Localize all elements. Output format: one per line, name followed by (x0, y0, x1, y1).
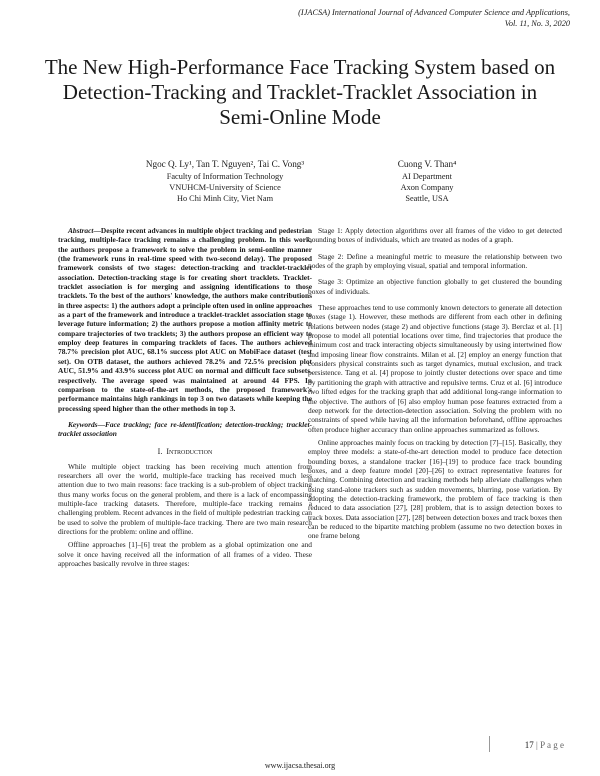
page-number (525, 740, 564, 750)
page-divider (489, 736, 490, 752)
body-paragraph: Stage 2: Define a meaningful metric to measure the relationship between two nodes of the graph by employing visual, spatial and temporal information. (308, 251, 562, 271)
right-column (308, 226, 562, 541)
abstract-label: Abstract (68, 226, 94, 235)
keywords-label: Keywords (68, 419, 98, 429)
section-heading (58, 447, 312, 457)
abstract-text: —Despite recent advances in multiple object tracking and pedestrian tracking, multiple-face tracking remains a challenging problem. In this work, the authors propose a framework to solve the problem in semi-online manner (the framework runs in real-time speed with two-second delay). The proposed framework consists of two stages: detection-tracking and tracklet-tracklet association. Detection-tracking stage is for creating short tracklets. Tracklet-tracklet association is for merging and assigning identifications to those tracklets. To the best of the authors' knowledge, the authors make contributions in three aspects: 1) the authors adopt a principle often used in online approaches as a part of the framework and introduce a tracklet-tracklet association stage to leverage future information; 2) the authors propose a motion affinity metric to compare trajectories of two tracklets; 3) the authors propose an efficient way to employ deep features in comparing tracklets of faces. The authors achieved 78.7% precision plot AUC, 68.1% success plot AUC on MobiFace dataset (test set). On OTB dataset, the authors achieved 78.2% and 72.5% precision plot AUC, 51.9% and 43.9% success plot AUC on normal and difficult face subsets, respectively. The average speed was maintained at around 44 FPS. In comparison to the state-of-the-art methods, the proposed framework's performance maintains high rankings in top 3 on two datasets while keeping the processing speed higher than the other methods in top 3. (58, 226, 312, 413)
body-paragraph: Stage 1: Apply detection algorithms over all frames of the video to get detected bounding boxes of individuals, which are treated as nodes of a graph. (308, 226, 562, 245)
body-paragraph: Offline approaches [1]–[6] treat the problem as a global optimization one and solve it once having received all the information of all frames of a video. These approaches basically revolve in three stages: (58, 540, 312, 568)
page-number-value: 17 (524, 740, 534, 750)
abstract (58, 226, 312, 413)
affiliation-line: VNUHCM-University of Science (169, 182, 281, 192)
section-number: I. (157, 446, 163, 456)
author-block-2 (352, 158, 502, 204)
keywords-text: —Face tracking; face re-identification; detection-tracking; tracklet-tracklet association (58, 419, 312, 439)
section-title: Introduction (166, 446, 213, 456)
affiliation-line: Axon Company (400, 182, 454, 192)
affiliation-line: Ho Chi Minh City, Viet Nam (176, 193, 274, 203)
journal-name: (IJACSA) International Journal of Advanced Computer Science and Applications, (298, 8, 570, 17)
affiliation-line: Seattle, USA (405, 193, 449, 203)
body-paragraph: Stage 3: Optimize an objective function globally to get clustered the bounding boxes of individuals. (308, 277, 562, 296)
page-label: | P a g e (536, 740, 564, 750)
author-block-1 (120, 158, 330, 204)
affiliation-line: Faculty of Information Technology (166, 172, 284, 181)
footer-url: www.ijacsa.thesai.org (264, 761, 336, 770)
left-column (58, 226, 312, 568)
journal-header (210, 8, 570, 29)
body-paragraph: Online approaches mainly focus on tracking by detection [7]–[15]. Basically, they employ three models: a state-of-the-art detection model to produce face detection bounding boxes, a standalone tracker [16]–[19] to produce face track bounding boxes, and a deep feature model [20]–[26] to extract representative features for matching. Combining detection and tracking methods help alleviate challenges when using stand-alone trackers such as sudden movements, blurring, pose variation. By adopting the detection-tracking framework, the problem of face tracking is then reduced to data association [27], [28] problem, that is to assign detection boxes to track boxes. Data association [27], [28] between detection boxes and track boxes then can be reduced to the bipartite matching problem (assume no two detection boxes in one frame belong (308, 437, 562, 541)
author-names: Cuong V. Than⁴ (397, 159, 457, 169)
author-names: Ngoc Q. Ly¹, Tan T. Nguyen², Tai C. Vong³ (145, 159, 305, 169)
affiliation-line: AI Department (402, 172, 452, 181)
paper-title: The New High-Performance Face Tracking System based on Detection-Tracking and Tracklet-Tracklet Association in Semi-Online Mode (44, 55, 556, 129)
journal-volume: Vol. 11, No. 3, 2020 (504, 18, 570, 28)
body-paragraph: These approaches tend to use commonly known detectors to generate all detection boxes (stage 1). However, these methods are different from each other in defining relations between nodes (stage 2) and objective functions (stage 3). Berclaz et al. [1] propose to model all potential locations over time, find trajectories that produce the minimum cost and track interacting objects simultaneously by using intertwined flow and imposing linear flow constraints. Milan et al. [2] employ an energy function that considers physical constraints such as target dynamics, mutual exclusion, and track persistence. Tang et al. [4] propose to jointly cluster detections over space and time by partitioning the graph with attractive and repulsive terms. Cruz et al. [6] introduce two lifted edges for the tracking graph that add additional long-range information to the objective. The authors of [6] also employ human pose features extracted from a deep network for the detection-detection association. Solving the problem with no constraints of speed while having all the information beforehand, offline approaches often produce higher accuracy than online approaches summarized as follows. (308, 303, 562, 434)
keywords (58, 420, 312, 439)
body-paragraph: While multiple object tracking has been receiving much attention from researchers all over the world, multiple-face tracking has received much less attention due to two main reasons: face tracking is a sub-problem of object tracking thus many works focus on the general problem, and there is a lack of encompassing multiple-face tracking datasets. Therefore, multiple-face tracking remains a challenging problem. Recent advances in the field of multiple pedestrian tracking can be used to solve the problem of multiple-face tracking. There are two main research directions for the problem: online and offline. (58, 461, 312, 536)
